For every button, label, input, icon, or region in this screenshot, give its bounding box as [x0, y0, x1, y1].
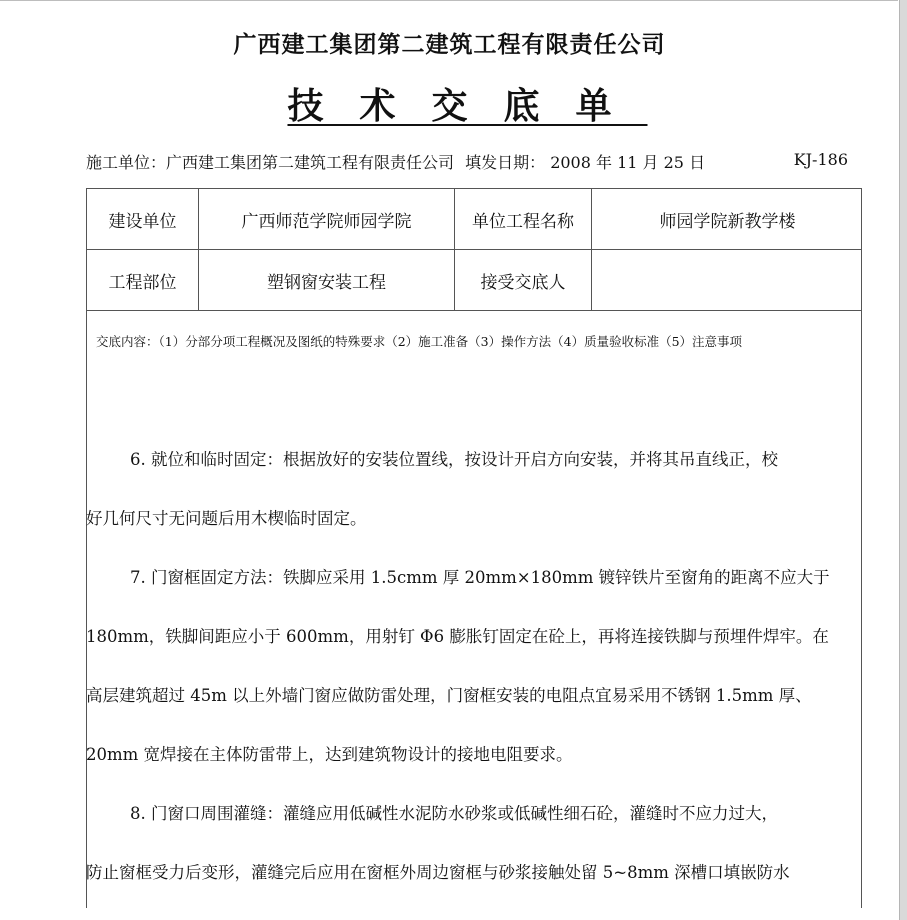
recipient-label: 接受交底人: [455, 250, 592, 310]
body-line: 7. 门窗框固定方法：铁脚应采用 1.5cmm 厚 20mm×180mm 镀锌铁片至窗角的距离不应大于: [130, 568, 830, 587]
unit-project-label: 单位工程名称: [455, 189, 592, 249]
project-part-label: 工程部位: [87, 250, 199, 310]
company-header: 广西建工集团第二建筑工程有限责任公司: [233, 31, 666, 58]
page-top-edge: [0, 0, 898, 4]
owner-label: 建设单位: [87, 189, 199, 249]
body-line: 高层建筑超过 45m 以上外墙门窗应做防雷处理，门窗框安装的电阻点宜易采用不锈钢 1.5mm 厚、: [86, 686, 812, 705]
document-title-text: 技术交底单: [287, 85, 648, 127]
project-part-value: 塑钢窗安装工程: [199, 250, 455, 310]
body-line: 6. 就位和临时固定：根据放好的安装位置线，按设计开启方向安装，并将其吊直线正，校: [130, 450, 778, 469]
body-line: 防止窗框受力后变形，灌缝完后应用在窗框外周边窗框与砂浆接触处留 5~8mm 深槽口填嵌防水: [86, 863, 790, 882]
construction-unit: 施工单位：广西建工集团第二建筑工程有限责任公司: [86, 153, 455, 172]
body-line: 180mm，铁脚间距应小于 600mm，用射钉 Φ6 膨胀钉固定在砼上，再将连接铁脚与预埋件焊牢。在: [86, 627, 829, 646]
document-code: KJ-186: [793, 150, 848, 169]
body-line: 8. 门窗口周围灌缝：灌缝应用低碱性水泥防水砂浆或低碱性细石砼，灌缝时不应力过大，: [130, 804, 778, 823]
body-line: 好几何尺寸无问题后用木楔临时固定。: [86, 509, 367, 528]
vertical-scrollbar[interactable]: [899, 0, 907, 920]
recipient-value: [592, 250, 863, 310]
document-meta-line: [86, 150, 856, 173]
body-text: [86, 430, 862, 902]
body-line: 20mm 宽焊接在主体防雷带上，达到建筑物设计的接地电阻要求。: [86, 745, 573, 764]
document-title: [0, 78, 899, 129]
content-header: 交底内容：（1）分部分项工程概况及图纸的特殊要求（2）施工准备（3）操作方法（4）质量验收标准（5）注意事项: [96, 334, 743, 349]
form-row-part: [87, 250, 861, 311]
unit-project-value: 师园学院新教学楼: [659, 211, 796, 232]
issue-date: 填发日期： 2008 年 11 月 25 日: [465, 153, 706, 172]
form-row-owner: [87, 189, 861, 250]
owner-value: 广西师范学院师园学院: [199, 189, 455, 249]
